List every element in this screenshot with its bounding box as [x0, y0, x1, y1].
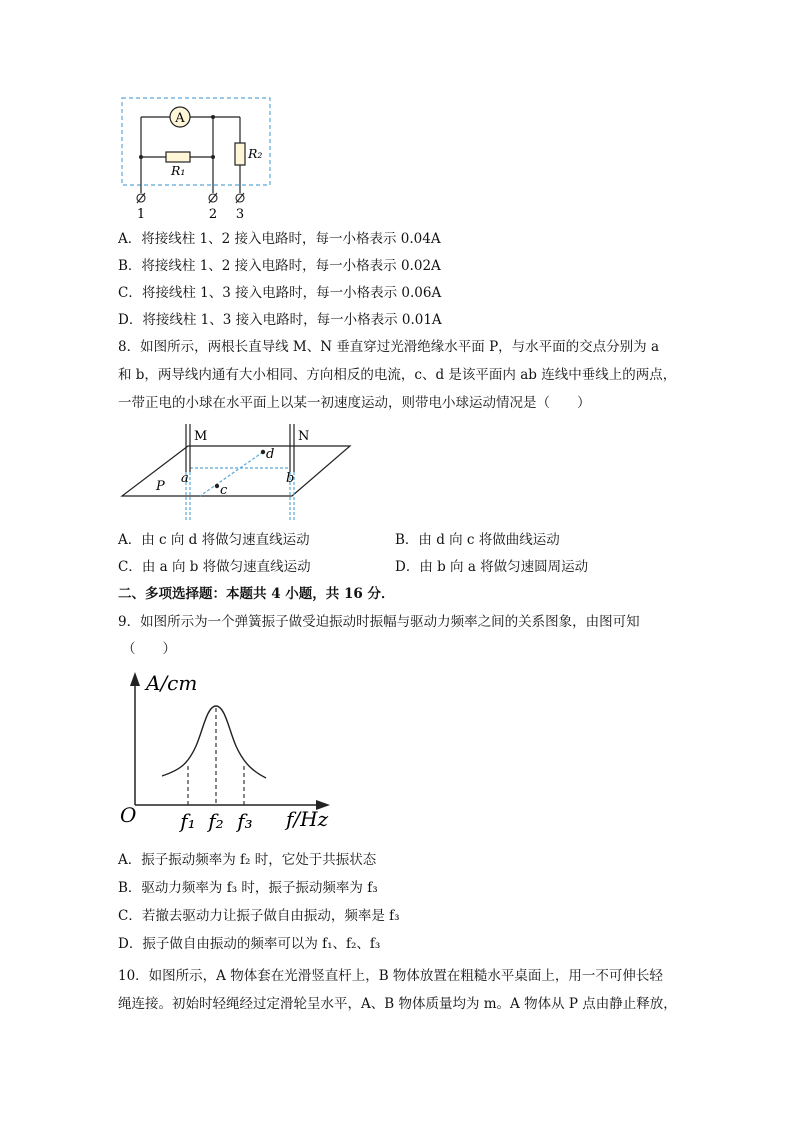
q8-stem-line-2: 和 b，两导线内通有大小相同、方向相反的电流，c、d 是该平面内 ab 连线中垂线上的两点， — [118, 367, 677, 383]
q9-option-b: B．驱动力频率为 f₃ 时，振子振动频率为 f₃ — [118, 880, 378, 896]
point-d-label: d — [266, 447, 275, 462]
y-axis-arrow-icon — [130, 672, 140, 686]
q8-option-c: C．由 a 向 b 将做匀速直线运动 — [118, 559, 311, 575]
q7-option-a: A．将接线柱 1、2 接入电路时，每一小格表示 0.04A — [118, 231, 441, 247]
x-axis-label: f/Hz — [286, 807, 329, 831]
q10-stem-line-2: 绳连接。初始时轻绳经过定滑轮呈水平，A、B 物体质量均为 m。A 物体从 P 点由静止释放， — [118, 996, 677, 1012]
point-a-label: a — [181, 471, 189, 486]
q10-stem-line-1: 10．如图所示，A 物体套在光滑竖直杆上，B 物体放置在粗糙水平桌面上，用一不可伸长轻 — [118, 968, 663, 984]
q9-stem-line-1: 9．如图所示为一个弹簧振子做受迫振动时振幅与驱动力频率之间的关系图象，由图可知 — [118, 614, 640, 630]
q9-option-d: D．振子做自由振动的频率可以为 f₁、f₂、f₃ — [118, 936, 381, 952]
q8-stem-line-3: 一带正电的小球在水平面上以某一初速度运动，则带电小球运动情况是（ ） — [118, 395, 591, 411]
f1-label: f₁ — [180, 809, 196, 833]
wire-n-label: N — [298, 429, 310, 444]
section-heading: 二、多项选择题：本题共 4 小题，共 16 分． — [118, 586, 395, 602]
q8-stem-line-1: 8．如图所示，两根长直导线 M、N 垂直穿过光滑绝缘水平面 P，与水平面的交点分别为 a — [118, 339, 660, 355]
q9-option-a: A．振子振动频率为 f₂ 时，它处于共振状态 — [118, 852, 377, 868]
origin-label: O — [120, 803, 137, 827]
ammeter-label: A — [175, 111, 185, 126]
q9-option-c: C．若撤去驱动力让振子做自由振动，频率是 f₃ — [118, 908, 400, 924]
r1-label: R₁ — [171, 163, 186, 178]
q7-option-c: C．将接线柱 1、3 接入电路时，每一小格表示 0.06A — [118, 285, 442, 301]
f3-label: f₃ — [237, 809, 253, 833]
r2-label: R₂ — [248, 146, 263, 161]
terminal-2-label: 2 — [208, 207, 218, 222]
wire-m-label: M — [194, 429, 208, 444]
y-axis-label: A/cm — [146, 671, 198, 695]
q8-option-b: B．由 d 向 c 将做曲线运动 — [395, 532, 560, 548]
q9-stem-line-2: （ ） — [122, 641, 176, 657]
resonance-curve — [162, 706, 266, 778]
point-b-label: b — [286, 471, 295, 486]
q7-option-b: B．将接线柱 1、2 接入电路时，每一小格表示 0.02A — [118, 258, 441, 274]
terminal-1-label: 1 — [136, 207, 146, 222]
point-c-label: c — [220, 483, 228, 498]
f2-label: f₂ — [208, 809, 224, 833]
plane-p-label: P — [156, 479, 165, 494]
terminal-3-label: 3 — [235, 207, 245, 222]
q7-option-d: D．将接线柱 1、3 接入电路时，每一小格表示 0.01A — [118, 312, 442, 328]
q8-option-d: D．由 b 向 a 将做匀速圆周运动 — [395, 559, 589, 575]
q8-option-a: A．由 c 向 d 将做匀速直线运动 — [118, 532, 310, 548]
